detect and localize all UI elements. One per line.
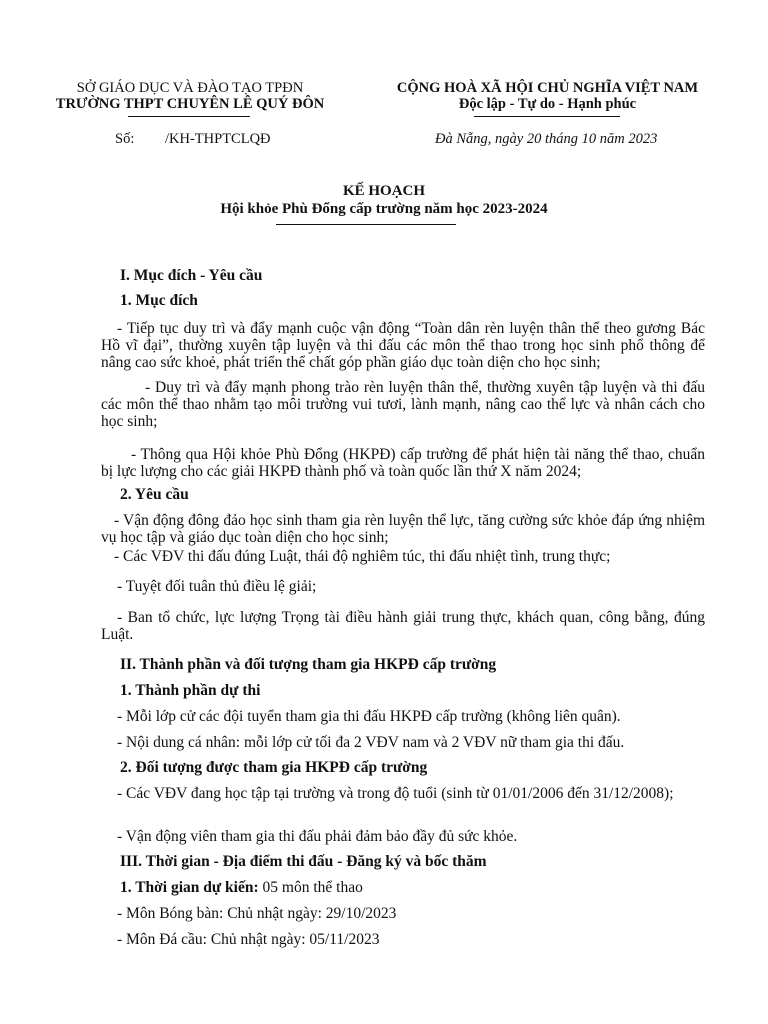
document-number-label: Số: [115,131,135,147]
title-underline [276,224,456,225]
school-underline [128,116,250,117]
participants-paragraph-2: - Nội dung cá nhân: mỗi lớp cử tối đa 2 VĐV nam và 2 VĐV nữ tham gia thi đấu. [117,734,625,751]
document-subtitle: Hội khỏe Phù Đổng cấp trường năm học 2023-2024 [220,201,548,217]
place-and-date: Đà Nẵng, ngày 20 tháng 10 năm 2023 [435,131,658,147]
eligibility-paragraph-2: - Vận động viên tham gia thi đấu phải đảm bảo đầy đủ sức khỏe. [117,828,518,845]
purpose-paragraph-3: - Thông qua Hội khỏe Phù Đổng (HKPĐ) cấp trường để phát hiện tài năng thể thao, chuẩn bị lực lượng cho các giải HKPĐ thành phố và toàn quốc lần thứ X năm 2024; [101,446,705,480]
schedule-table-tennis: - Môn Bóng bàn: Chủ nhật ngày: 29/10/2023 [117,905,397,922]
section-2-1-heading: 1. Thành phần dự thi [120,682,261,699]
sports-count: 05 môn thể thao [258,879,363,896]
section-1-heading: I. Mục đích - Yêu cầu [120,267,263,284]
department-name: SỞ GIÁO DỤC VÀ ĐÀO TẠO TPĐN [76,80,304,96]
document-number-code: /KH-THPTCLQĐ [165,131,271,147]
national-motto: Độc lập - Tự do - Hạnh phúc [458,96,637,112]
motto-underline [474,116,620,117]
purpose-paragraph-1: - Tiếp tục duy trì và đẩy mạnh cuộc vận động “Toàn dân rèn luyện thân thể theo gương Bác Hồ vĩ đại”, thường xuyên tập luyện và thi đấu các môn thể thao trong học sinh phổ thông để nâng cao sức khoẻ, phát triển thể chất góp phần giáo dục toàn diện cho học sinh; [101,320,705,371]
purpose-paragraph-2: - Duy trì và đẩy mạnh phong trào rèn luyện thân thể, thường xuyên tập luyện và thi đấu các môn thể thao nhằm tạo môi trường vui tươi, lành mạnh, nâng cao thể lực và nhân cách cho học sinh; [101,379,705,430]
schedule-line [120,879,363,897]
schedule-shuttlecock: - Môn Đá cầu: Chủ nhật ngày: 05/11/2023 [117,931,380,948]
section-3-1-heading: 1. Thời gian dự kiến: [120,879,259,896]
eligibility-paragraph-1: - Các VĐV đang học tập tại trường và trong độ tuổi (sinh từ 01/01/2006 đến 31/12/2008); [117,785,674,802]
requirement-paragraph-3: - Tuyệt đối tuân thủ điều lệ giải; [117,578,317,595]
section-3-heading: III. Thời gian - Địa điểm thi đấu - Đăng ký và bốc thăm [120,853,487,870]
requirement-paragraph-2: - Các VĐV thi đấu đúng Luật, thái độ nghiêm túc, thi đấu nhiệt tình, trung thực; [114,548,611,565]
requirement-paragraph-4: - Ban tổ chức, lực lượng Trọng tài điều hành giải trung thực, khách quan, công bằng, đúng Luật. [101,609,705,643]
section-1-1-heading: 1. Mục đích [120,292,198,309]
section-2-heading: II. Thành phần và đối tượng tham gia HKPĐ cấp trường [120,656,497,673]
section-2-2-heading: 2. Đối tượng được tham gia HKPĐ cấp trường [120,759,428,776]
participants-paragraph-1: - Mỗi lớp cử các đội tuyển tham gia thi đấu HKPĐ cấp trường (không liên quân). [117,708,621,725]
document-title: KẾ HOẠCH [342,183,426,199]
school-name: TRƯỜNG THPT CHUYÊN LÊ QUÝ ĐÔN [55,96,325,112]
section-1-2-heading: 2. Yêu cầu [120,486,189,503]
country-name: CỘNG HOÀ XÃ HỘI CHỦ NGHĨA VIỆT NAM [396,80,699,96]
requirement-paragraph-1: - Vận động đông đảo học sinh tham gia rèn luyện thể lực, tăng cường sức khỏe đáp ứng nhiệm vụ học tập và giáo dục toàn diện cho học sinh; [101,512,705,546]
